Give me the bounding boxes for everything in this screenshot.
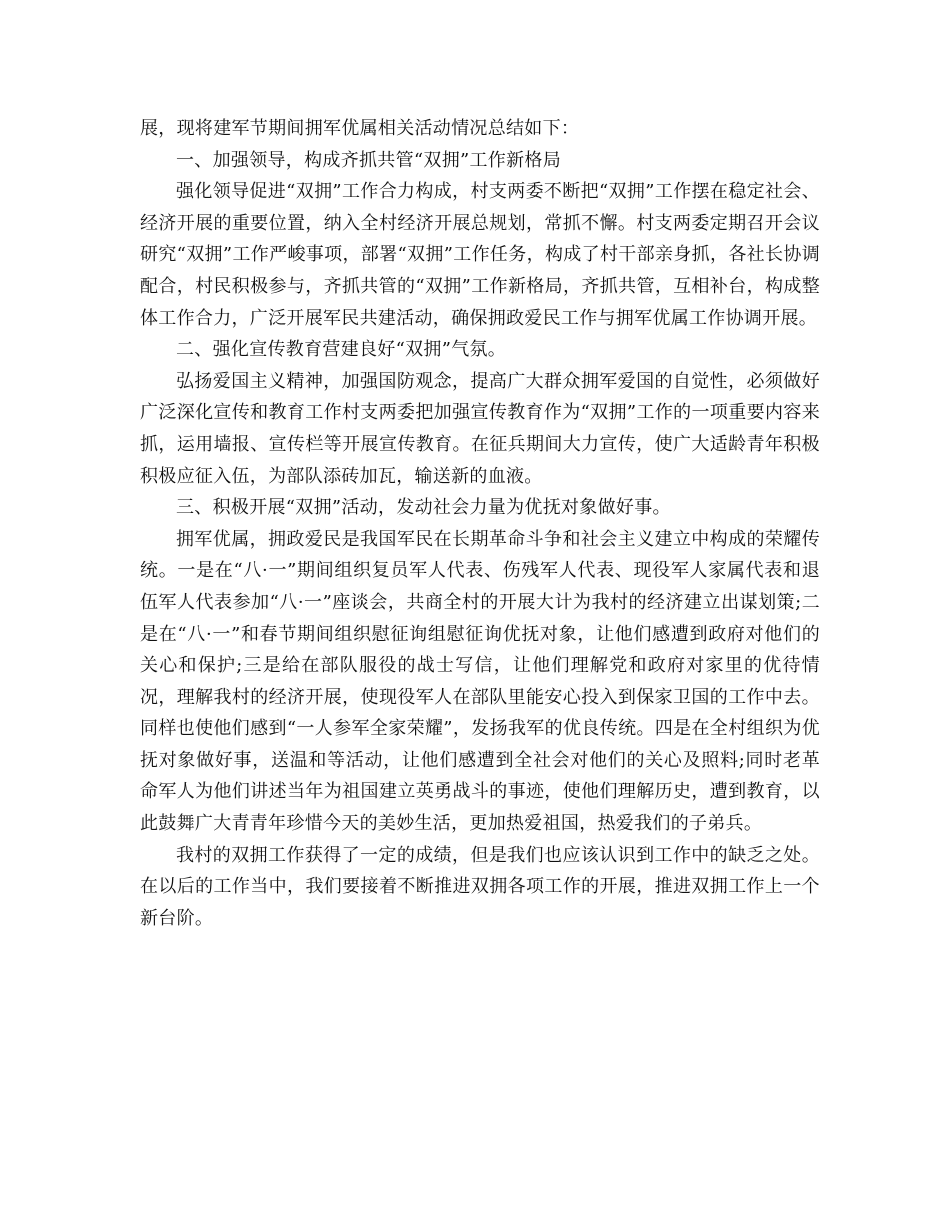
document-body: [140, 113, 820, 934]
paragraph-5: 我村的双拥工作获得了一定的成绩，但是我们也应该认识到工作中的缺乏之处。在以后的工作当中，我们要接着不断推进双拥各项工作的开展，推进双拥工作上一个新台阶。: [140, 844, 820, 929]
paragraph-3: 弘扬爱国主义精神，加强国防观念，提高广大群众拥军爱国的自觉性，必须做好广泛深化宣传和教育工作村支两委把加强宣传教育作为“双拥”工作的一项重要内容来抓，运用墙报、宣传栏等开展宣传教育。在征兵期间大力宣传，使广大适龄青年积极积极应征入伍，为部队添砖加瓦，输送新的血液。: [140, 370, 820, 487]
section-heading-1: 一、加强领导，构成齐抓共管“双拥”工作新格局: [176, 149, 562, 171]
section-heading-3: 三、积极开展“双拥”活动，发动社会力量为优抚对象做好事。: [176, 497, 671, 519]
paragraph-2: 强化领导促进“双拥”工作合力构成，村支两委不断把“双拥”工作摆在稳定社会、经济开展的重要位置，纳入全村经济开展总规划，常抓不懈。村支两委定期召开会议研究“双拥”工作严峻事项，部署“双拥”工作任务，构成了村干部亲身抓，各社长协调配合，村民积极参与，齐抓共管的“双拥”工作新格局，齐抓共管，互相补台，构成整体工作合力，广泛开展军民共建活动，确保拥政爱民工作与拥军优属工作协调开展。: [140, 181, 820, 329]
paragraph-4: 拥军优属，拥政爱民是我国军民在长期革命斗争和社会主义建立中构成的荣耀传统。一是在“八·一”期间组织复员军人代表、伤残军人代表、现役军人家属代表和退伍军人代表参加“八·一”座谈会，共商全村的开展大计为我村的经济建立出谋划策;二是在“八·一”和春节期间组织慰征询组慰征询优抚对象，让他们感遭到政府对他们的关心和保护;三是给在部队服役的战士写信，让他们理解党和政府对家里的优待情况，理解我村的经济开展，使现役军人在部队里能安心投入到保家卫国的工作中去。同样也使他们感到“一人参军全家荣耀”，发扬我军的优良传统。四是在全村组织为优抚对象做好事，送温和等活动，让他们感遭到全社会对他们的关心及照料;同时老革命军人为他们讲述当年为祖国建立英勇战斗的事迹，使他们理解历史，遭到教育，以此鼓舞广大青青年珍惜今天的美妙生活，更加热爱祖国，热爱我们的子弟兵。: [140, 528, 820, 835]
section-heading-2: 二、强化宣传教育营建良好“双拥”气氛。: [176, 339, 507, 361]
paragraph-1: 展，现将建军节期间拥军优属相关活动情况总结如下：: [140, 118, 580, 139]
